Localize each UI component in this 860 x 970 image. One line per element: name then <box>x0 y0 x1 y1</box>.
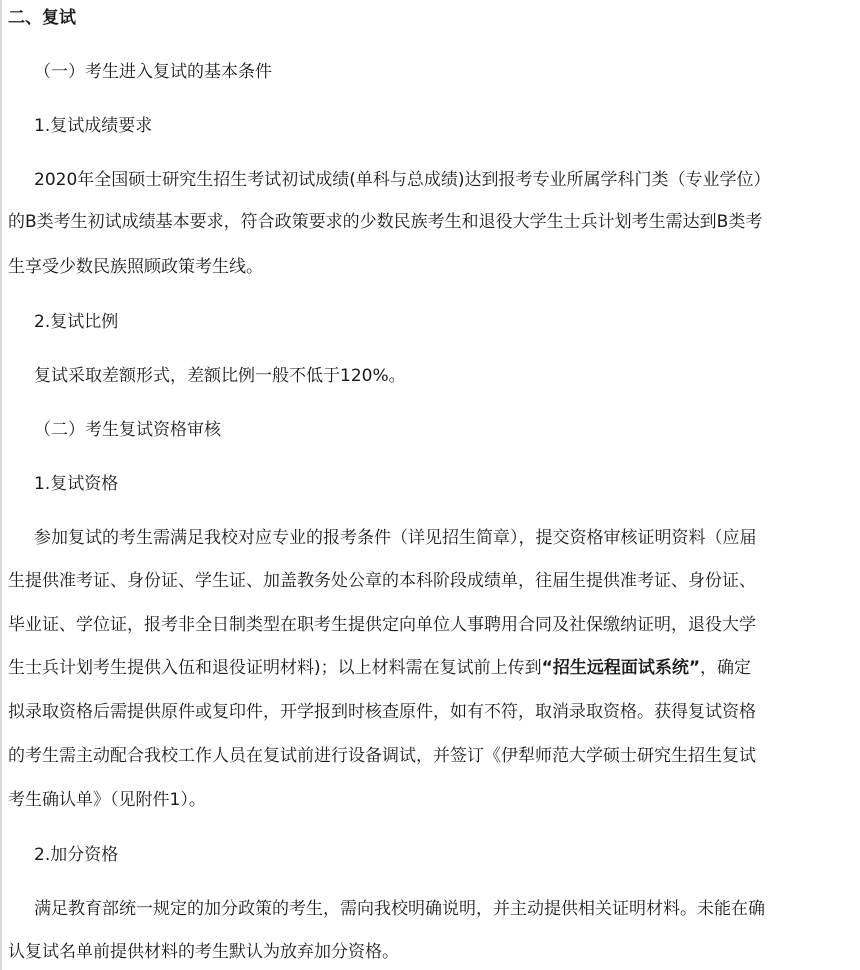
item-title-qualification: 1.复试资格 <box>34 474 119 494</box>
paragraph-line-with-system-name <box>8 656 751 680</box>
paragraph-line: 2020年全国硕士研究生招生考试初试成绩(单科与总成绩)达到报考专业所属学科门类（专业学位） <box>34 170 771 190</box>
paragraph-line: 参加复试的考生需满足我校对应专业的报考条件（详见招生简章），提交资格审核证明资料（应届 <box>34 528 757 548</box>
paragraph-line: 生享受少数民族照顾政策考生线。 <box>8 257 263 277</box>
paragraph-line: 生提供准考证、身份证、学生证、加盖教务处公章的本科阶段成绩单，往届生提供准考证、身份证、 <box>8 571 756 591</box>
system-name-bold: “招生远程面试系统” <box>541 658 700 678</box>
paragraph-line: 毕业证、学位证，报考非全日制类型在职考生提供定向单位人事聘用合同及社保缴纳证明，退役大学 <box>8 615 756 635</box>
paragraph-text: 生士兵计划考生提供入伍和退役证明材料)；以上材料需在复试前上传到 <box>8 658 542 678</box>
paragraph-line: 考生确认单》（见附件1）。 <box>8 790 206 810</box>
section-heading: 二、复试 <box>8 8 76 28</box>
item-title-ratio: 2.复试比例 <box>34 312 119 332</box>
paragraph-text: ，确定 <box>700 658 751 678</box>
item-title-score-requirement: 1.复试成绩要求 <box>34 116 153 136</box>
left-border <box>0 0 2 970</box>
paragraph-line: 满足教育部统一规定的加分政策的考生，需向我校明确说明，并主动提供相关证明材料。未能在确 <box>34 899 765 919</box>
paragraph-line: 拟录取资格后需提供原件或复印件，开学报到时核查原件，如有不符，取消录取资格。获得复试资格 <box>8 702 756 722</box>
paragraph-line: 认复试名单前提供材料的考生默认为放弃加分资格。 <box>8 942 399 962</box>
paragraph-line: 的B类考生初试成绩基本要求，符合政策要求的少数民族考生和退役大学生士兵计划考生需达到B类考 <box>8 212 763 232</box>
subsection-title-conditions: （一）考生进入复试的基本条件 <box>34 62 272 82</box>
item-title-bonus: 2.加分资格 <box>34 845 119 865</box>
paragraph-line: 的考生需主动配合我校工作人员在复试前进行设备调试，并签订《伊犁师范大学硕士研究生招生复试 <box>8 746 756 766</box>
paragraph-line: 复试采取差额形式，差额比例一般不低于120%。 <box>34 366 406 386</box>
subsection-title-qualification-review: （二）考生复试资格审核 <box>34 420 221 440</box>
